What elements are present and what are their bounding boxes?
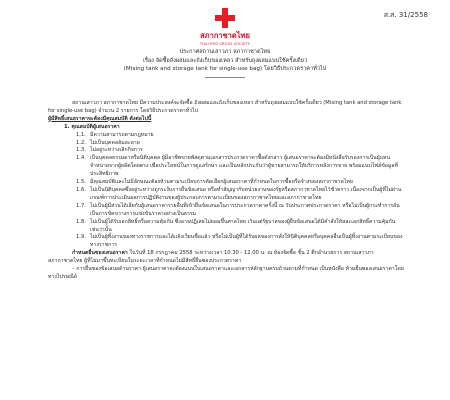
list-item: 1.7. ไม่เป็นผู้มีส่วนได้เสียกับผู้เสนอราคารายอื่นที่เข้ายื่นข้อเสนอในการประกวดราคาครั้งนี้ ณ วันประกาศประกวดราคา หรือไม่เป็นผู้กระทำการอันเป็นการขัดขวางการแข่งขันราคาอย่างเป็นธรรม xyxy=(76,202,400,217)
list-item: 1.5. มีคุณสมบัติและไม่มีลักษณะต้องห้ามตามระเบียบการคัดเลือกผู้เสนอราคาที่กำหนดในการซื้อหรือจ้างของสภากาชาดไทย xyxy=(76,179,353,186)
header-line-2: เรื่อง จัดซื้อถังผสมและถังเก็บของเหลว สำหรับถุงผสมแบบใช้ครั้งเดียว xyxy=(142,57,308,64)
list-item: 1.9. ไม่เป็นผู้ทิ้งงานของทางราชการและได้แจ้งเวียนชื่อแล้ว หรือไม่เป็นผู้ที่ได้รับผลของการสั่งให้นิติบุคคลหรือบุคคลอื่นเป็นผู้ทิ้งงานตามระเบียบของทางราชการ xyxy=(76,234,403,249)
list-item: 1.3. ไม่อยู่ระหว่างเลิกกิจการ xyxy=(76,147,143,154)
document-body xyxy=(48,100,404,282)
section-1-title: 1. คุณสมบัติผู้เสนอราคา xyxy=(64,123,120,130)
header-divider xyxy=(205,77,245,78)
list-item: 1.1. มีความสามารถตามกฎหมาย xyxy=(76,131,154,138)
submission-date-text: ในวันที่ 18 กรกฎาคม 2558 ระหว่างเวลา 10.30 - 12.00 น. ณ ห้องจัดซื้อ ชั้น 2 ตึกอำนวยการ สถานเสาวภา สภากาชาดไทย ผู้ที่ไม่มาขึ้นทะเบียนในระยะเวลาที่กำหนดไม่มีสิทธิ์ยื่นซองประกวดราคา xyxy=(48,250,374,265)
header-line-1: ประกาศสถานเสาวภา สภากาชาดไทย xyxy=(179,49,271,55)
submission-date-title: กำหนดยื่นซองเสนอราคา xyxy=(72,250,128,257)
org-name-en: THAI RED CROSS SOCIETY xyxy=(199,42,251,46)
intro-paragraph: สถานเสาวภา สภากาชาดไทย มีความประสงค์จะจัดซื้อ ถังผสมและถังเก็บของเหลว สำหรับถุงผสมแบบใช้ครั้งเดียว (Mixing tank and storage tank for single-use bag) จำนวน 2 รายการ โดยวิธีประกวดราคาทั่วไป xyxy=(48,100,402,114)
closing-paragraph: – การยื่นซองข้อเสนอด้านราคา ผู้เสนอราคาจะต้องแนบใบเสนอราคาและเอกสารหลักฐานครบถ้วนตามที่กำหนด เป็นหนังสือ ห้ามยื่นซองเสนอราคาโดยทางไปรษณีย์ xyxy=(48,266,404,280)
list-item: 1.2. ไม่เป็นบุคคลล้มละลาย xyxy=(76,139,140,146)
doc-number: ส.ส. 31/2558 xyxy=(383,11,428,19)
header-line-3: (Mixing tank and storage tank for single-use bag) โดยวิธีประกวดราคาทั่วไป xyxy=(123,66,327,73)
org-name-thai: สภากาชาดไทย xyxy=(200,31,250,40)
list-item: 1.6. ไม่เป็นนิติบุคคลซึ่งอยู่ระหว่างถูกระงับการยื่นข้อเสนอ หรือทำสัญญากับหน่วยงานของรัฐหรือสภากาชาดไทยไว้ชั่วคราว เนื่องจากเป็นผู้ที่ไม่ผ่านเกณฑ์การประเมินผลการปฏิบัติงานของผู้ประกอบการตามระเบียบของสภากาชาดไทยและสภากาชาดไทย xyxy=(76,186,402,201)
list-item: 1.4. เป็นบุคคลธรรมดาหรือนิติบุคคล ผู้มีอาชีพขายพัสดุตามเอกสารประกวดราคาซื้อดังกล่าว ผู้เสนอราคาจะต้องมีหนังสือรับรองการเป็นผู้แทนจำหน่ายจากผู้ผลิตโดยตรง เพื่อประโยชน์ในการดูแลรักษา และเป็นหลักประกันว่าผู้ขายสามารถให้บริการหลังการขาย พร้อมแนบไฟล์ข้อมูลที่ประสิทธิภาพ xyxy=(76,155,398,178)
org-logo xyxy=(0,8,450,46)
red-cross-icon xyxy=(215,8,235,28)
list-item: 1.8. ไม่เป็นผู้ได้รับเอกสิทธิ์หรือความคุ้มกัน ซึ่งอาจปฏิเสธไม่ยอมขึ้นศาลไทย เว้นแต่รัฐบาลของผู้ยื่นข้อเสนอได้มีคำสั่งให้สละเอกสิทธิ์ความคุ้มกันเช่นว่านั้น xyxy=(76,218,396,233)
submission-date-paragraph xyxy=(48,250,404,266)
qualification-title: ผู้มีสิทธิ์เสนอราคาจะต้องมีคุณสมบัติ ดังต่อไปนี้ xyxy=(48,115,152,122)
qualification-list xyxy=(48,132,404,251)
announcement-header xyxy=(0,48,450,78)
